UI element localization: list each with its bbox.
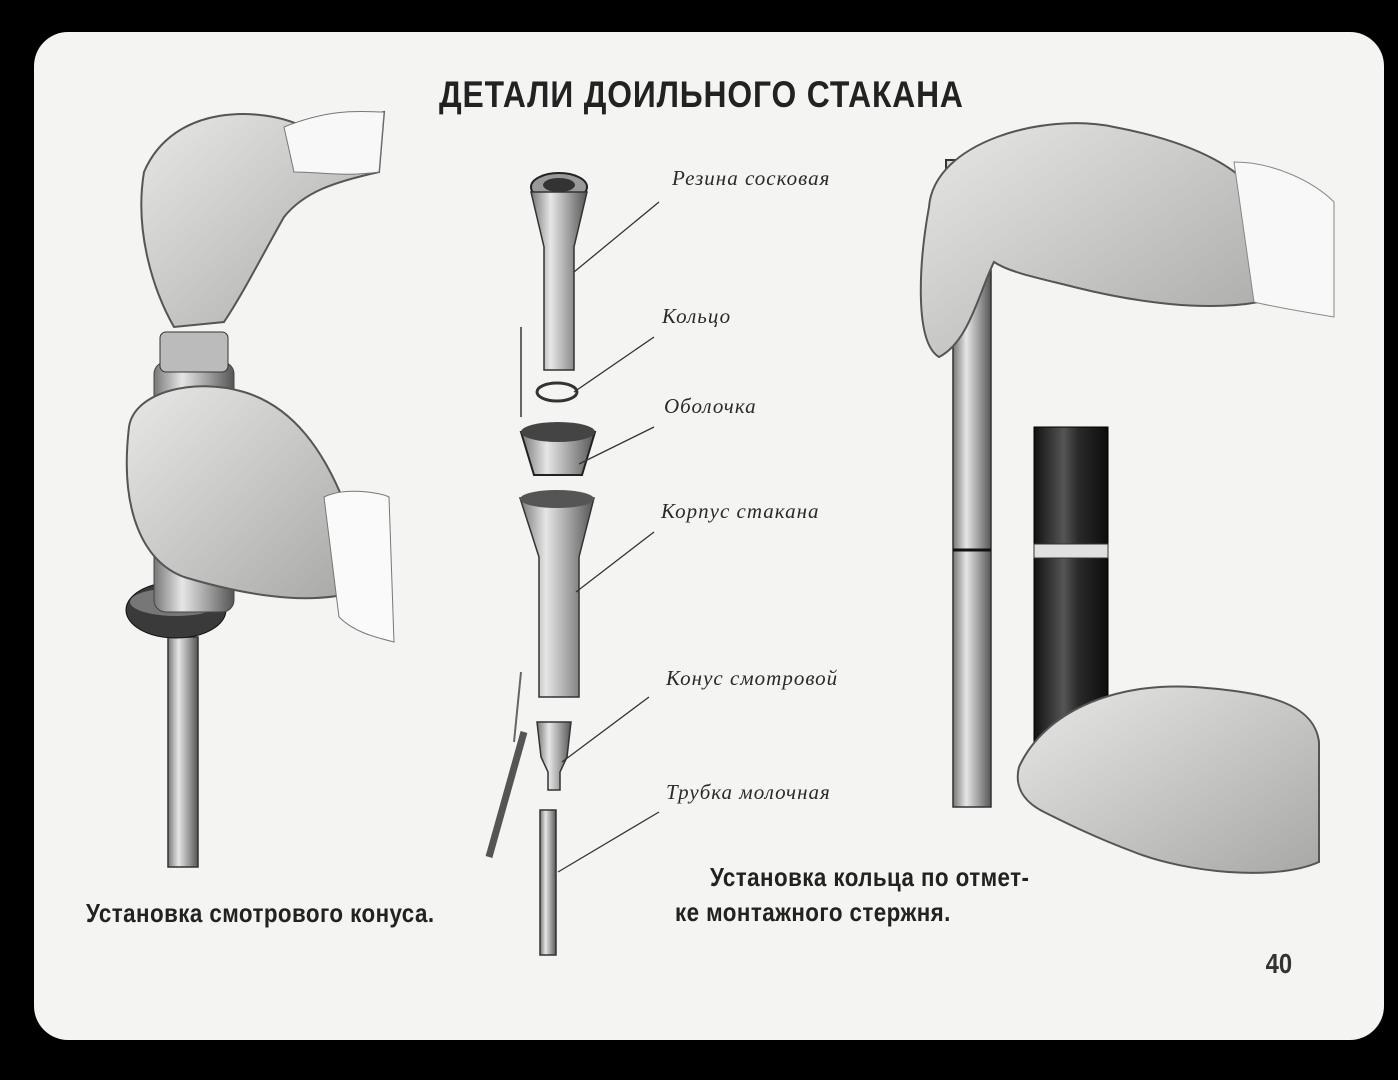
upper-sleeve (284, 111, 384, 174)
center-parts (489, 173, 659, 955)
caption-right-line1: Установка кольца по отмет- (710, 862, 1030, 892)
filmstrip-slide (34, 32, 1384, 1040)
cup-body-part (520, 498, 594, 697)
label-cup-body: Корпус стакана (661, 499, 820, 523)
left-illustration (126, 111, 394, 867)
right-illustration (921, 123, 1334, 873)
label-sight-cone: Конус смотровой (666, 666, 839, 690)
label-ring: Кольцо (662, 304, 732, 328)
label-teat-rubber: Резина сосковая (672, 166, 831, 190)
tilted-tube (489, 732, 524, 857)
label-milk-tube: Трубка молочная (666, 780, 831, 804)
caption-left: Установка смотрового конуса. (86, 898, 435, 928)
page-number: 40 (1265, 948, 1292, 979)
caption-right-line2: ке монтажного стержня. (675, 897, 951, 927)
cone-top (160, 332, 228, 372)
sight-cone-part (537, 722, 571, 790)
label-shell: Оболочка (664, 394, 757, 418)
slide-title: ДЕТАЛИ ДОИЛЬНОГО СТАКАНА (439, 74, 964, 115)
milk-tube-rod (168, 637, 198, 867)
milk-tube-part (540, 810, 556, 955)
ring-part (537, 383, 577, 401)
lower-sleeve (324, 491, 394, 642)
ring-mark (1034, 544, 1108, 558)
teat-rubber-part (531, 192, 587, 370)
